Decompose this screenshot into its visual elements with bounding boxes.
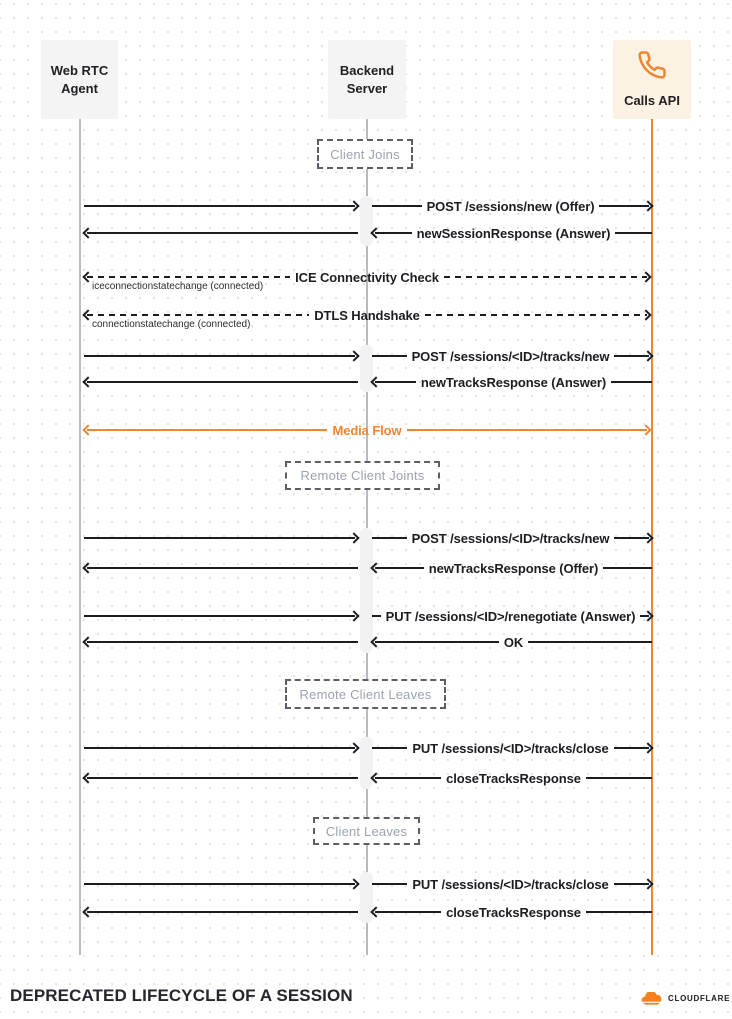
message-arrow <box>372 770 652 786</box>
message-arrow <box>84 770 358 786</box>
arrowhead-right-icon <box>642 532 653 543</box>
message-arrow <box>372 876 652 892</box>
phase-label: Remote Client Joints <box>300 468 425 483</box>
arrowhead-left-icon <box>82 424 93 435</box>
arrowhead-right-icon <box>642 878 653 889</box>
message-arrow <box>84 374 358 390</box>
message-arrow <box>84 530 358 546</box>
event-note: connectionstatechange (connected) <box>92 319 251 330</box>
arrowhead-left-icon <box>370 562 381 573</box>
actor-web-rtc-agent <box>41 40 118 119</box>
message-arrow <box>372 348 652 364</box>
message-arrow <box>84 348 358 364</box>
message-arrow <box>372 560 652 576</box>
actor-backend-server <box>328 40 406 119</box>
message-arrow <box>84 634 358 650</box>
arrowhead-right-icon <box>348 350 359 361</box>
message-label: PUT /sessions/<ID>/tracks/close <box>412 876 609 892</box>
phase-remote-client-leaves <box>285 679 446 709</box>
actor-label: Calls API <box>624 92 680 108</box>
arrowhead-right-icon <box>640 271 651 282</box>
message-arrow <box>372 225 652 241</box>
diagram-title: DEPRECATED LIFECYCLE OF A SESSION <box>10 986 353 1005</box>
arrowhead-left-icon <box>82 772 93 783</box>
message-arrow <box>84 740 358 756</box>
message-label: PUT /sessions/<ID>/tracks/close <box>412 740 609 756</box>
arrowhead-left-icon <box>82 562 93 573</box>
message-label: POST /sessions/<ID>/tracks/new <box>411 530 610 546</box>
message-arrow <box>84 560 358 576</box>
message-arrow <box>84 225 358 241</box>
message-label: POST /sessions/<ID>/tracks/new <box>411 348 610 364</box>
phase-remote-client-joints <box>285 461 440 490</box>
arrowhead-right-icon <box>642 610 653 621</box>
arrowhead-left-icon <box>370 376 381 387</box>
phase-label: Remote Client Leaves <box>299 686 432 702</box>
message-arrow <box>84 608 358 624</box>
arrowhead-left-icon <box>82 906 93 917</box>
actor-calls-api <box>613 40 691 119</box>
actor-label: Backend Server <box>339 62 395 96</box>
arrowhead-left-icon <box>370 772 381 783</box>
arrowhead-right-icon <box>348 532 359 543</box>
cloudflare-logo <box>640 992 730 1005</box>
message-arrow <box>372 740 652 756</box>
arrowhead-right-icon <box>642 200 653 211</box>
arrowhead-right-icon <box>348 878 359 889</box>
arrowhead-right-icon <box>642 350 653 361</box>
message-label: PUT /sessions/<ID>/renegotiate (Answer) <box>385 608 636 624</box>
message-arrow <box>372 374 652 390</box>
message-label: OK <box>503 634 524 650</box>
phase-client-joins <box>317 139 413 169</box>
arrowhead-right-icon <box>348 200 359 211</box>
phase-label: Client Joins <box>330 146 400 162</box>
phone-icon <box>637 50 667 85</box>
arrowhead-right-icon <box>640 424 651 435</box>
arrowhead-left-icon <box>370 636 381 647</box>
arrowhead-left-icon <box>82 227 93 238</box>
media-flow-arrow <box>84 422 650 438</box>
lifeline-web-rtc-agent <box>79 119 81 955</box>
actor-label: Web RTC Agent <box>50 62 109 96</box>
arrowhead-left-icon <box>82 636 93 647</box>
arrowhead-right-icon <box>642 742 653 753</box>
message-label: DTLS Handshake <box>314 307 420 323</box>
message-arrow <box>372 904 652 920</box>
message-arrow <box>84 904 358 920</box>
message-arrow <box>84 876 358 892</box>
phase-label: Client Leaves <box>325 823 408 839</box>
message-label: Media Flow <box>332 422 402 438</box>
arrowhead-left-icon <box>370 227 381 238</box>
message-label: newTracksResponse (Offer) <box>428 560 599 576</box>
arrowhead-right-icon <box>348 742 359 753</box>
message-label: newTracksResponse (Answer) <box>420 374 607 390</box>
arrowhead-right-icon <box>348 610 359 621</box>
message-arrow <box>84 198 358 214</box>
arrowhead-left-icon <box>82 376 93 387</box>
message-arrow <box>372 608 652 624</box>
brand-wordmark: CLOUDFLARE <box>668 994 731 1003</box>
message-arrow <box>372 634 652 650</box>
message-label: closeTracksResponse <box>446 904 581 920</box>
message-label: newSessionResponse (Answer) <box>416 225 611 241</box>
arrowhead-right-icon <box>640 309 651 320</box>
message-arrow <box>372 530 652 546</box>
event-note: iceconnectionstatechange (connected) <box>92 281 264 292</box>
message-arrow <box>372 198 652 214</box>
arrowhead-left-icon <box>370 906 381 917</box>
message-label: closeTracksResponse <box>446 770 581 786</box>
message-label: ICE Connectivity Check <box>295 269 439 285</box>
phase-client-leaves <box>313 817 420 845</box>
message-label: POST /sessions/new (Offer) <box>426 198 595 214</box>
cloudflare-cloud-icon <box>640 992 664 1005</box>
